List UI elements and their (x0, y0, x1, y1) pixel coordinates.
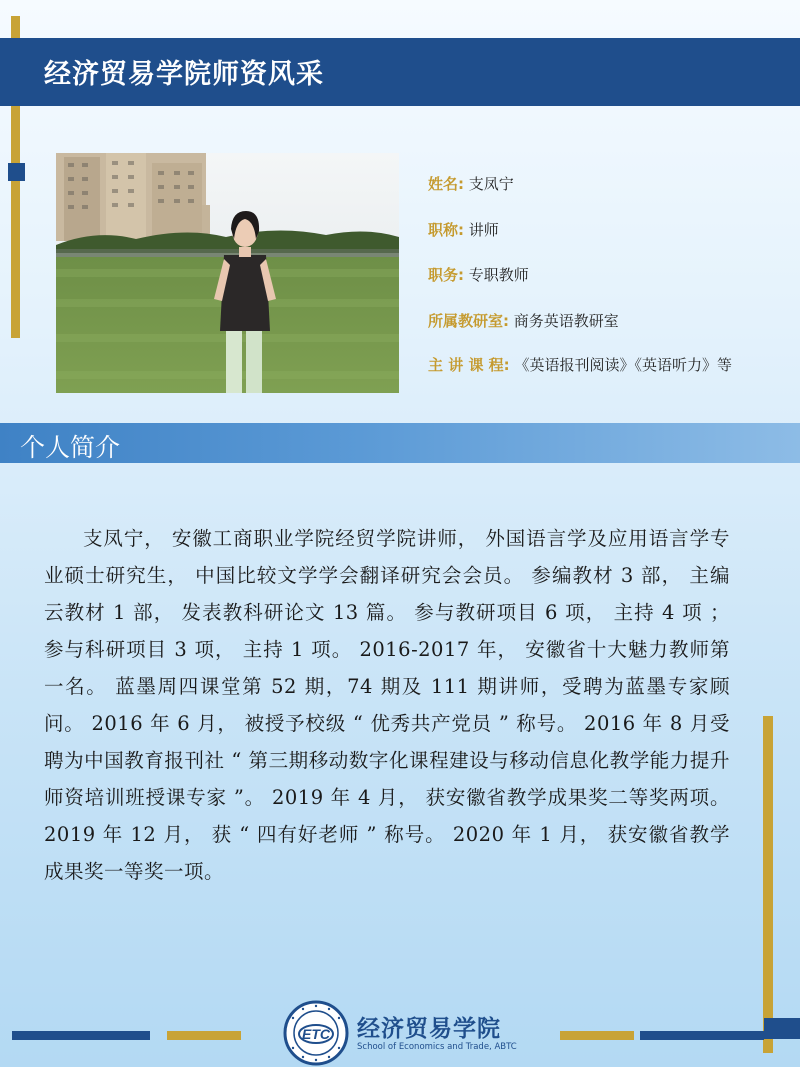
name-label: 姓名: (428, 175, 464, 193)
info-row-name (428, 173, 514, 194)
info-row-position (428, 264, 529, 285)
section-title: 个人简介 (20, 433, 121, 462)
title-label: 职称: (428, 221, 464, 239)
position-value: 专职教师 (468, 266, 529, 284)
page-title: 经济贸易学院师资风采 (44, 59, 324, 90)
courses-label: 主 讲 课 程: (428, 356, 510, 374)
department-value: 商务英语教研室 (513, 312, 619, 330)
department-label: 所属教研室: (428, 312, 509, 330)
blue-accent-square-right (764, 1018, 800, 1039)
courses-value: 《英语报刊阅读》《英语听力》等 (514, 356, 732, 374)
info-row-courses (428, 354, 732, 375)
position-label: 职务: (428, 266, 464, 284)
footer-line-gold-right (560, 1031, 634, 1040)
gold-accent-bar-right (763, 716, 773, 1053)
info-row-department (428, 310, 619, 331)
biography-text: 支凤宁， 安徽工商职业学院经贸学院讲师， 外国语言学及应用语言学专业硕士研究生， 中国比较文学学会翻译研究会会员。 参编教材 3 部， 主编云教材 1 部， 发表教科研论文 13 篇。 参与教研项目 6 项， 主持 4 项 ； 参与科研项目 3 项， 主持 1 项。 2016-2017 年， 安徽省十大魅力教师第一名。 蓝墨周四课堂第 52 期，74 期及 111 期讲师，受聘为蓝墨专家顾问。 2016 年 6 月， 被授予校级 “ 优秀共产党员 ” 称号。 2016 年 8 月受聘为中国教育报刊社 “ 第三期移动数字化课程建设与移动信息化教学能力提升师资培训班授课专家 ”。 2019 年 4 月， 获安徽省教学成果奖二等奖两项。 2019 年 12 月， 获 “ 四有好老师 ” 称号。 2020 年 1 月， 获安徽省教学成果奖一等奖一项。 (44, 527, 730, 883)
info-row-title (428, 219, 499, 240)
school-logo-icon (283, 1000, 349, 1066)
footer-line-gold-left (167, 1031, 241, 1040)
blue-accent-square-left (8, 163, 25, 181)
footer-line-blue-left (12, 1031, 150, 1040)
name-value: 支凤宁 (468, 175, 514, 193)
teacher-photo (56, 153, 399, 393)
title-value: 讲师 (468, 221, 499, 239)
logo-text: ETC (302, 1026, 330, 1042)
school-name-english: School of Economics and Trade, ABTC (357, 1042, 517, 1052)
footer-line-blue-right (640, 1031, 764, 1040)
school-name: 经济贸易学院 (357, 1016, 501, 1042)
